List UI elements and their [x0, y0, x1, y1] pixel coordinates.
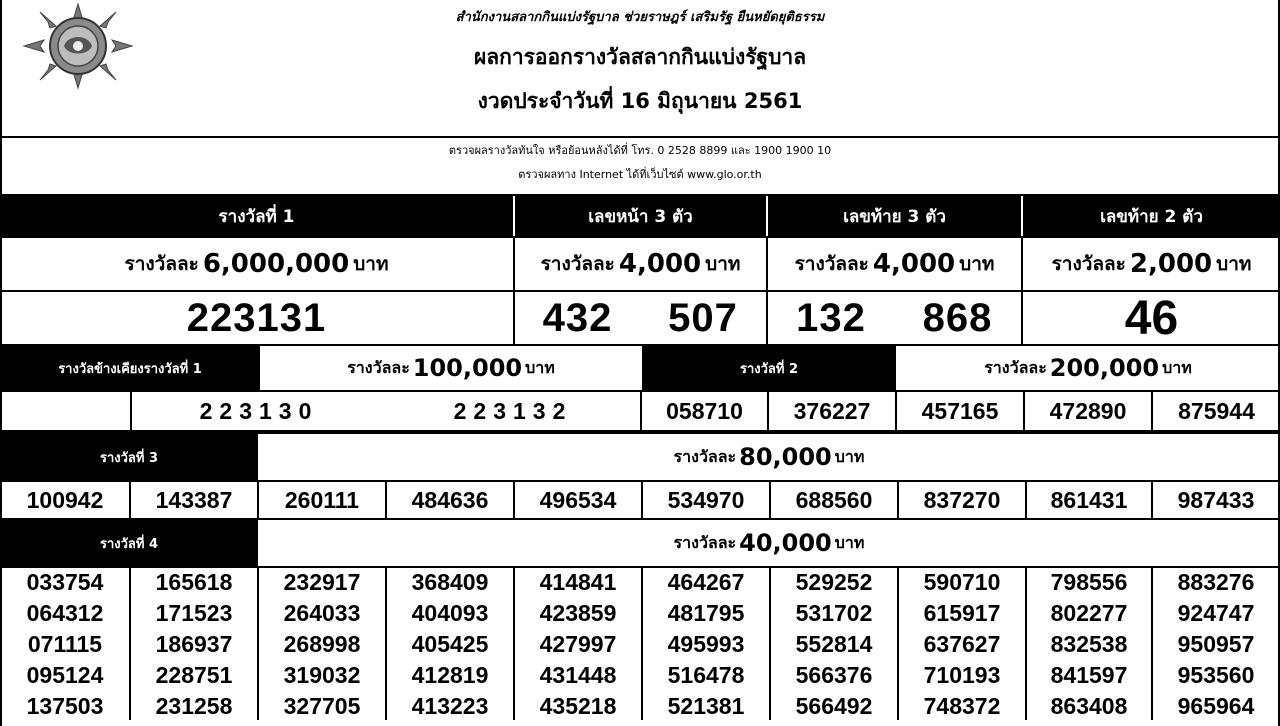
third-prize-label: รางวัลที่ 3 — [0, 432, 258, 482]
fourth-prize-number: 137503 — [26, 693, 104, 719]
each-prefix: รางวัลละ — [673, 446, 737, 466]
near-first-label: รางวัลข้างเคียงรางวัลที่ 1 — [0, 344, 260, 392]
unit: บาท — [1162, 357, 1192, 377]
unit: บาท — [834, 532, 865, 552]
fourth-prize-number: 566376 — [795, 662, 873, 688]
front3-label: เลขหน้า 3 ตัว — [588, 206, 693, 227]
unit: บาท — [525, 357, 555, 377]
fourth-prize-number: 924747 — [1177, 600, 1255, 626]
divider — [513, 480, 515, 520]
unit: บาท — [705, 253, 741, 275]
fourth-prize-number: 950957 — [1177, 631, 1255, 657]
third-prize-number: 143387 — [155, 486, 233, 513]
near-first-number-2: 223132 — [453, 397, 573, 424]
each-prefix: รางวัลละ — [540, 253, 615, 275]
fourth-prize-number: 268998 — [283, 631, 361, 657]
fourth-prize-number: 165618 — [155, 569, 233, 595]
each-prefix: รางวัลละ — [124, 253, 199, 275]
second-prize-number: 472890 — [1049, 397, 1127, 424]
fourth-prize-number: 748372 — [923, 693, 1001, 719]
near-first-amount — [260, 344, 642, 392]
third-prize-number: 100942 — [26, 486, 104, 513]
second-prize-number: 058710 — [666, 397, 743, 424]
fourth-prize-number: 566492 — [795, 693, 873, 719]
fourth-prize-number: 637627 — [923, 631, 1001, 657]
divider — [385, 480, 387, 520]
fourth-prize-number: 516478 — [667, 662, 745, 688]
unit: บาท — [959, 253, 995, 275]
back2-amount — [1023, 238, 1280, 290]
fourth-prize-number: 802277 — [1050, 600, 1128, 626]
org-line: สำนักงานสลากกินแบ่งรัฐบาล ช่วยราษฎร์ เสริมรัฐ ยืนหยัดยุติธรรม — [455, 9, 825, 25]
fourth-prize-number: 423859 — [539, 600, 617, 626]
fourth-prize-number: 405425 — [411, 631, 489, 657]
fourth-prize-number: 431448 — [539, 662, 617, 688]
each-prefix: รางวัลละ — [347, 357, 410, 377]
third-prize-number: 861431 — [1050, 486, 1128, 513]
fourth-prize-number: 615917 — [923, 600, 1001, 626]
third-prize-number: 484636 — [411, 486, 489, 513]
front3-amount — [515, 238, 766, 290]
check-web-text: ตรวจผลทาง Internet ได้ที่เว็บไซต์ www.glo.or.th — [518, 168, 762, 181]
fourth-prize-number: 171523 — [155, 600, 233, 626]
fourth-prize-label: รางวัลที่ 4 — [0, 518, 258, 568]
third-prize-number: 496534 — [539, 486, 617, 513]
first-prize-label: รางวัลที่ 1 — [218, 206, 295, 227]
back3-amount — [768, 238, 1021, 290]
divider — [1025, 480, 1027, 520]
fourth-prize-number: 841597 — [1050, 662, 1128, 688]
back3-number-1: 132 — [796, 295, 866, 340]
back3-number-2: 868 — [922, 295, 993, 340]
divider — [1151, 480, 1153, 520]
fourth-prize-number: 071115 — [27, 631, 103, 657]
divider — [769, 480, 771, 520]
amount-value: 2,000 — [1129, 249, 1213, 279]
second-prize-number: 376227 — [793, 397, 871, 424]
fourth-prize-number: 521381 — [667, 693, 745, 719]
fourth-prize-number: 033754 — [26, 569, 104, 595]
fourth-prize-number: 464267 — [667, 569, 745, 595]
fourth-prize-number: 965964 — [1177, 693, 1255, 719]
third-prize-amount — [258, 432, 1280, 482]
amount-value: 200,000 — [1049, 354, 1160, 382]
divider — [129, 480, 131, 520]
glo-emblem-icon — [18, 2, 138, 90]
fourth-prize-number: 231258 — [155, 693, 233, 719]
page-title: ผลการออกรางวัลสลากกินแบ่งรัฐบาล — [473, 44, 807, 69]
each-prefix: รางวัลละ — [984, 357, 1047, 377]
unit: บาท — [834, 446, 865, 466]
amount-value: 6,000,000 — [202, 249, 350, 279]
fourth-prize-amount — [258, 518, 1280, 568]
fourth-prize-number: 435218 — [539, 693, 617, 719]
fourth-prize-number: 863408 — [1050, 693, 1128, 719]
fourth-prize-number: 414841 — [539, 569, 617, 595]
third-prize-number: 260111 — [284, 486, 360, 513]
third-prize-number: 688560 — [795, 486, 873, 513]
front3-number-2: 507 — [668, 295, 738, 340]
divider — [897, 480, 899, 520]
fourth-prize-number: 368409 — [411, 569, 489, 595]
fourth-prize-number: 319032 — [283, 662, 361, 688]
divider — [257, 480, 259, 520]
check-phone-text: ตรวจผลรางวัลทันใจ หรือย้อนหลังได้ที่ โทร. 0 2528 8899 และ 1900 1900 10 — [448, 144, 832, 157]
near-first-number-1: 223130 — [199, 397, 319, 424]
fourth-prize-number: 953560 — [1177, 662, 1255, 688]
back2-number: 46 — [1124, 291, 1179, 345]
fourth-prize-number: 798556 — [1050, 569, 1128, 595]
fourth-prize-number: 427997 — [539, 631, 617, 657]
third-prize-number: 987433 — [1177, 486, 1255, 513]
second-prize-amount — [896, 344, 1280, 392]
draw-date: งวดประจำวันที่ 16 มิถุนายน 2561 — [477, 88, 803, 113]
fourth-prize-number: 529252 — [795, 569, 873, 595]
each-prefix: รางวัลละ — [673, 532, 737, 552]
fourth-prize-number: 327705 — [283, 693, 361, 719]
fourth-prize-number: 531702 — [795, 600, 873, 626]
fourth-prize-number: 590710 — [923, 569, 1001, 595]
fourth-prize-number: 710193 — [923, 662, 1001, 688]
fourth-prize-number: 264033 — [283, 600, 361, 626]
amount-value: 4,000 — [618, 249, 702, 279]
fourth-prize-number: 481795 — [667, 600, 745, 626]
fourth-prize-number: 186937 — [155, 631, 233, 657]
fourth-prize-number: 413223 — [411, 693, 489, 719]
second-prize-number: 875944 — [1178, 397, 1255, 424]
fourth-prize-number: 832538 — [1050, 631, 1128, 657]
back3-label: เลขท้าย 3 ตัว — [843, 206, 946, 227]
front3-number-1: 432 — [542, 295, 613, 340]
amount-value: 80,000 — [739, 443, 832, 471]
fourth-prize-number: 232917 — [283, 569, 361, 595]
second-prize-number: 457165 — [921, 397, 999, 424]
fourth-prize-number: 064312 — [26, 600, 104, 626]
unit: บาท — [1216, 253, 1252, 275]
fourth-prize-number: 495993 — [667, 631, 745, 657]
fourth-prize-number: 883276 — [1177, 569, 1255, 595]
amount-value: 40,000 — [739, 529, 832, 557]
second-prize-label: รางวัลที่ 2 — [642, 344, 896, 392]
first-prize-number: 223131 — [186, 295, 327, 340]
fourth-prize-number: 404093 — [411, 600, 489, 626]
fourth-prize-number: 095124 — [26, 662, 104, 688]
fourth-prize-number: 228751 — [155, 662, 233, 688]
amount-value: 100,000 — [412, 354, 523, 382]
third-prize-number: 534970 — [667, 486, 745, 513]
back2-label: เลขท้าย 2 ตัว — [1100, 206, 1203, 227]
third-prize-number: 837270 — [923, 486, 1001, 513]
fourth-prize-number: 552814 — [795, 631, 873, 657]
amount-value: 4,000 — [872, 249, 956, 279]
unit: บาท — [353, 253, 389, 275]
fourth-prize-number: 412819 — [411, 662, 489, 688]
first-prize-amount — [0, 238, 513, 290]
divider — [641, 480, 643, 520]
each-prefix: รางวัลละ — [794, 253, 869, 275]
each-prefix: รางวัลละ — [1051, 253, 1126, 275]
